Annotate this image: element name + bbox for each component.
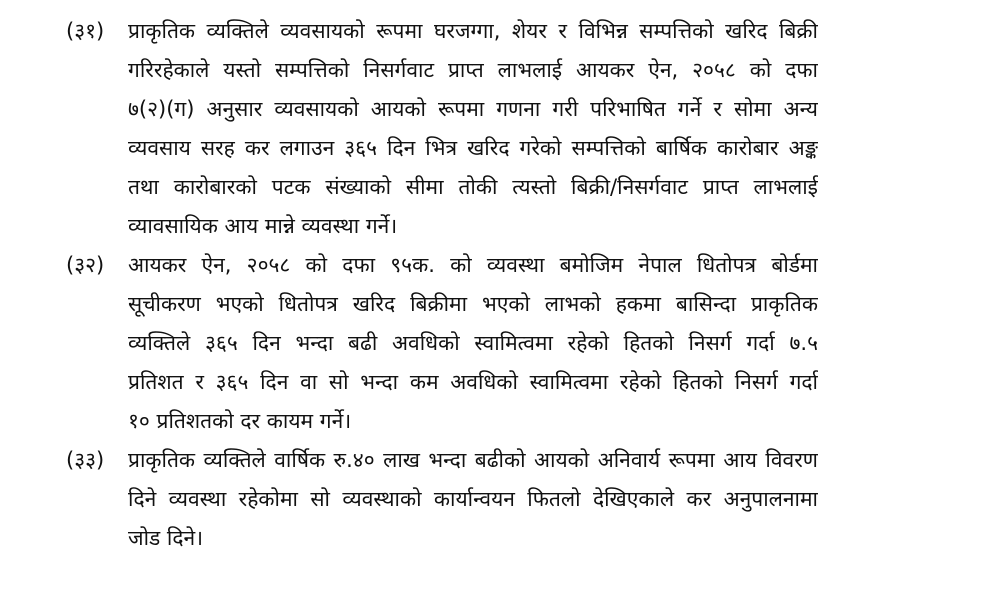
paragraph-line: प्रतिशत र ३६५ दिन वा सो भन्दा कम अवधिको स्वामित्वमा रहेको हितको निसर्ग गर्दा	[128, 370, 818, 394]
paragraph-line: जोड दिने।	[128, 526, 204, 550]
paragraph-body	[128, 441, 818, 558]
paragraph-number: (३३)	[66, 448, 105, 472]
paragraph-number: (३२)	[66, 253, 105, 277]
paragraph-line: व्यक्तिले ३६५ दिन भन्दा बढी अवधिको स्वामित्वमा रहेको हितको निसर्ग गर्दा ७.५	[128, 331, 818, 355]
paragraph-body	[128, 12, 818, 246]
paragraph-line: गरिरहेकाले यस्तो सम्पत्तिको निसर्गवाट प्राप्त लाभलाई आयकर ऐन, २०५८ को दफा	[128, 58, 818, 82]
paragraph-number: (३१)	[66, 19, 105, 43]
paragraph-line: सूचीकरण भएको धितोपत्र खरिद बिक्रीमा भएको लाभको हकमा बासिन्दा प्राकृतिक	[128, 292, 818, 316]
paragraph-line: प्राकृतिक व्यक्तिले वार्षिक रु.४० लाख भन्दा बढीको आयको अनिवार्य रूपमा आय विवरण	[128, 448, 818, 472]
paragraph-line: दिने व्यवस्था रहेकोमा सो व्यवस्थाको कार्यान्वयन फितलो देखिएकाले कर अनुपालनामा	[128, 487, 818, 511]
paragraph-line: व्यावसायिक आय मान्ने व्यवस्था गर्ने।	[128, 214, 398, 238]
paragraph-line: १० प्रतिशतको दर कायम गर्ने।	[128, 409, 352, 433]
paragraph-line: प्राकृतिक व्यक्तिले व्यवसायको रूपमा घरजग्गा, शेयर र विभिन्न सम्पत्तिको खरिद बिक्री	[128, 19, 818, 43]
paragraph-line: आयकर ऐन, २०५८ को दफा ९५क. को व्यवस्था बमोजिम नेपाल धितोपत्र बोर्डमा	[128, 253, 818, 277]
paragraph-line: तथा कारोबारको पटक संख्याको सीमा तोकी त्यस्तो बिक्री/निसर्गवाट प्राप्त लाभलाई	[128, 175, 818, 199]
paragraph-line: ७(२)(ग) अनुसार व्यवसायको आयको रूपमा गणना गरी परिभाषित गर्ने र सोमा अन्य	[128, 97, 818, 121]
paragraph-body	[128, 246, 818, 441]
paragraph-line: व्यवसाय सरह कर लगाउन ३६५ दिन भित्र खरिद गरेको सम्पत्तिको बार्षिक कारोबार अङ्क	[128, 136, 818, 160]
